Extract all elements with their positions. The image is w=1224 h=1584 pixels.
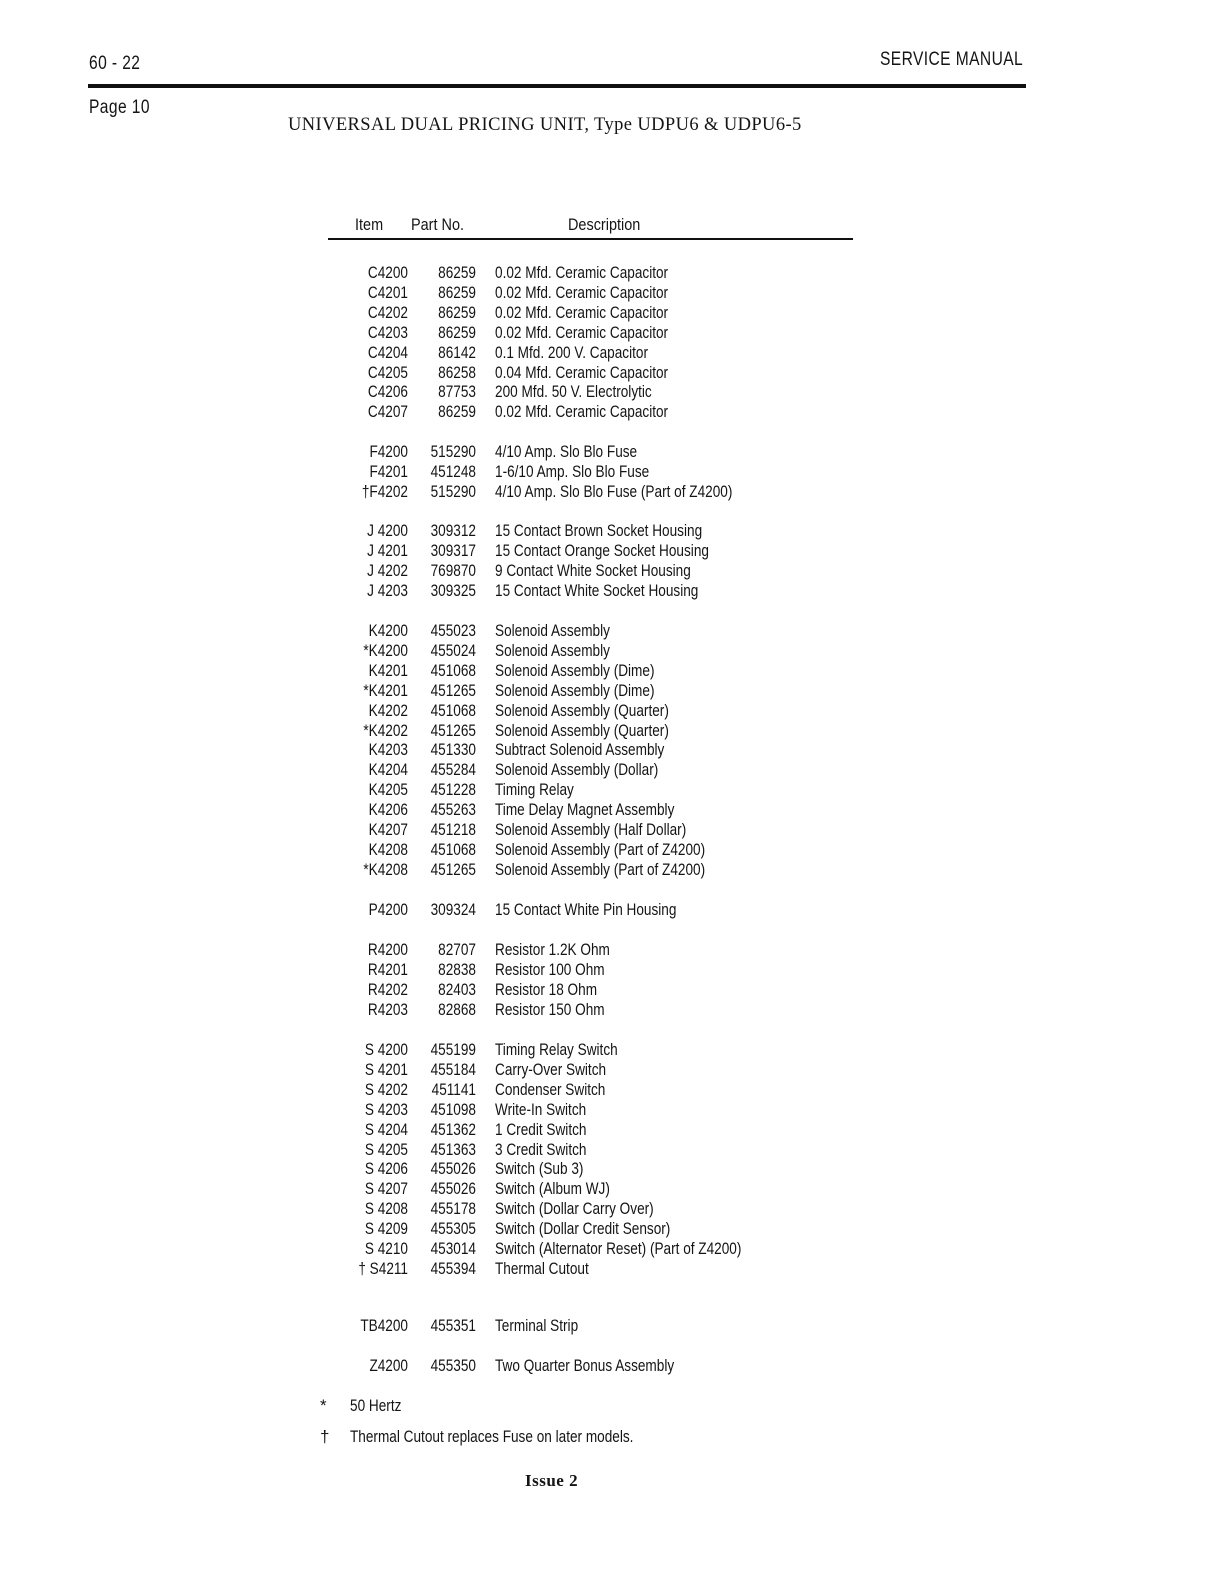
part-number-cell: 451265 [430, 859, 476, 879]
description-cell: 0.1 Mfd. 200 V. Capacitor [495, 342, 648, 362]
table-row [0, 521, 1224, 541]
part-number-cell: 455178 [430, 1199, 476, 1219]
description-cell: Solenoid Assembly (Dime) [495, 660, 655, 680]
part-number-cell: 82868 [438, 999, 476, 1019]
table-row [0, 541, 1224, 561]
item-cell: C4201 [367, 282, 408, 302]
issue-footer: Issue 2 [525, 1471, 579, 1490]
table-row [0, 442, 1224, 462]
table-row [0, 621, 1224, 641]
description-cell: 0.02 Mfd. Ceramic Capacitor [495, 402, 669, 422]
table-row [0, 740, 1224, 760]
table-row [0, 900, 1224, 920]
part-number-cell: 86259 [438, 282, 476, 302]
item-cell: S 4202 [364, 1079, 408, 1099]
description-cell: Resistor 100 Ohm [495, 959, 605, 979]
part-number-cell: 309325 [430, 580, 476, 600]
item-cell: C4207 [367, 402, 408, 422]
table-row [0, 263, 1224, 283]
description-cell: Solenoid Assembly (Part of Z4200) [495, 839, 706, 859]
table-row [0, 1000, 1224, 1020]
description-cell: Solenoid Assembly [495, 621, 610, 640]
part-number-cell: 451068 [430, 700, 476, 720]
item-cell: K4201 [368, 660, 408, 680]
item-cell: J 4203 [367, 580, 408, 600]
column-header-description: Description [568, 215, 641, 234]
part-number-cell: 309312 [430, 521, 476, 540]
footnote-text: 50 Hertz [350, 1396, 402, 1415]
table-row [0, 1199, 1224, 1219]
description-cell: 9 Contact White Socket Housing [495, 560, 691, 580]
part-number-cell: 455199 [430, 1040, 476, 1059]
part-number-cell: 455026 [430, 1179, 476, 1199]
part-number-cell: 86259 [438, 302, 476, 322]
item-cell: S 4204 [364, 1119, 408, 1139]
part-number-cell: 455263 [430, 800, 476, 820]
item-cell: S 4210 [364, 1239, 408, 1258]
item-cell: R4203 [367, 999, 408, 1019]
table-row [0, 1259, 1224, 1279]
part-number-cell: 455284 [430, 760, 476, 780]
description-cell: Solenoid Assembly (Dollar) [495, 760, 659, 780]
part-number-cell: 82838 [438, 959, 476, 979]
part-number-cell: 451068 [430, 660, 476, 680]
item-cell: † S4211 [358, 1258, 408, 1278]
part-number-cell: 82707 [438, 940, 476, 959]
part-number-cell: 515290 [430, 442, 476, 461]
table-row [0, 363, 1224, 383]
description-cell: Write-In Switch [495, 1099, 587, 1119]
part-number-cell: 451265 [430, 720, 476, 740]
part-number-cell: 451228 [430, 780, 476, 800]
item-cell: R4201 [367, 959, 408, 979]
part-number-cell: 451330 [430, 740, 476, 760]
table-row [0, 701, 1224, 721]
table-row [0, 1120, 1224, 1140]
item-cell: K4204 [368, 760, 408, 780]
table-row [0, 1159, 1224, 1179]
part-number-cell: 455024 [430, 640, 476, 660]
item-cell: S 4208 [364, 1199, 408, 1219]
part-number-cell: 455023 [430, 621, 476, 640]
table-row [0, 303, 1224, 323]
part-number-cell: 309317 [430, 540, 476, 560]
description-cell: Time Delay Magnet Assembly [495, 800, 675, 820]
description-cell: 1 Credit Switch [495, 1119, 587, 1139]
item-cell: S 4206 [364, 1159, 408, 1179]
item-cell: C4206 [367, 382, 408, 402]
table-row [0, 661, 1224, 681]
item-cell: †F4202 [361, 481, 408, 501]
part-number-cell: 86258 [438, 362, 476, 382]
item-cell: S 4203 [364, 1099, 408, 1119]
part-number-cell: 309324 [430, 900, 476, 919]
item-cell: P4200 [368, 900, 408, 919]
description-cell: Switch (Dollar Carry Over) [495, 1199, 654, 1219]
table-row [0, 1100, 1224, 1120]
manual-title: SERVICE MANUAL [880, 49, 1024, 70]
item-cell: K4202 [368, 700, 408, 720]
item-cell: C4202 [367, 302, 408, 322]
column-header-part-number: Part No. [411, 215, 465, 234]
item-cell: F4201 [369, 461, 408, 481]
description-cell: Resistor 150 Ohm [495, 999, 605, 1019]
table-row [0, 681, 1224, 701]
item-cell: C4200 [367, 263, 408, 282]
item-cell: J 4201 [367, 540, 408, 560]
part-number-cell: 451068 [430, 839, 476, 859]
part-number-cell: 86259 [438, 402, 476, 422]
part-number-cell: 769870 [430, 560, 476, 580]
table-row [0, 462, 1224, 482]
asterisk-symbol: * [320, 1396, 327, 1415]
item-cell: K4207 [368, 820, 408, 839]
part-number-cell: 453014 [430, 1239, 476, 1258]
item-cell: R4200 [367, 940, 408, 959]
description-cell: 0.02 Mfd. Ceramic Capacitor [495, 282, 669, 302]
part-number-cell: 455351 [430, 1316, 476, 1335]
description-cell: Terminal Strip [495, 1316, 579, 1335]
item-cell: K4200 [368, 621, 408, 640]
item-cell: *K4200 [363, 640, 408, 660]
description-cell: Switch (Sub 3) [495, 1159, 584, 1179]
item-cell: K4205 [368, 780, 408, 800]
item-cell: S 4207 [364, 1179, 408, 1199]
description-cell: Switch (Alternator Reset) (Part of Z4200) [495, 1239, 742, 1258]
part-number-cell: 86259 [438, 263, 476, 282]
description-cell: Solenoid Assembly (Dime) [495, 680, 655, 700]
table-row [0, 1060, 1224, 1080]
part-number-cell: 515290 [430, 481, 476, 501]
description-cell: Carry-Over Switch [495, 1059, 607, 1079]
item-cell: S 4201 [364, 1059, 408, 1079]
part-number-cell: 451141 [431, 1079, 476, 1099]
description-cell: 0.02 Mfd. Ceramic Capacitor [495, 322, 669, 342]
table-row [0, 283, 1224, 303]
document-number: 60 - 22 [89, 53, 141, 74]
item-cell: K4208 [368, 839, 408, 859]
description-cell: Resistor 18 Ohm [495, 979, 598, 999]
part-number-cell: 451265 [430, 680, 476, 700]
table-row [0, 1356, 1224, 1376]
part-number-cell: 82403 [438, 979, 476, 999]
table-row [0, 323, 1224, 343]
table-row [0, 641, 1224, 661]
part-number-cell: 451218 [430, 820, 476, 839]
part-number-cell: 455305 [430, 1219, 476, 1239]
item-cell: *K4208 [363, 859, 408, 879]
part-number-cell: 451248 [430, 461, 476, 481]
table-row [0, 980, 1224, 1000]
description-cell: Timing Relay [495, 780, 574, 800]
table-row [0, 482, 1224, 502]
description-cell: 15 Contact Brown Socket Housing [495, 521, 703, 540]
table-row [0, 581, 1224, 601]
item-cell: J 4202 [367, 560, 408, 580]
item-cell: S 4205 [364, 1139, 408, 1159]
part-number-cell: 455394 [430, 1258, 476, 1278]
page-number: Page 10 [89, 97, 150, 118]
description-cell: 4/10 Amp. Slo Blo Fuse (Part of Z4200) [495, 481, 733, 501]
description-cell: Solenoid Assembly [495, 640, 610, 660]
item-cell: C4204 [367, 342, 408, 362]
table-row [0, 800, 1224, 820]
description-cell: 15 Contact White Socket Housing [495, 580, 699, 600]
table-row [0, 1239, 1224, 1259]
item-cell: S 4200 [364, 1040, 408, 1059]
description-cell: Solenoid Assembly (Half Dollar) [495, 820, 687, 839]
table-row [0, 780, 1224, 800]
description-cell: Thermal Cutout [495, 1258, 589, 1278]
table-row [0, 1316, 1224, 1336]
table-row [0, 1080, 1224, 1100]
description-cell: Condenser Switch [495, 1079, 606, 1099]
description-cell: 1-6/10 Amp. Slo Blo Fuse [495, 461, 650, 481]
part-number-cell: 451098 [430, 1099, 476, 1119]
table-row [0, 1040, 1224, 1060]
column-header-item: Item [355, 215, 384, 234]
description-cell: Subtract Solenoid Assembly [495, 740, 665, 760]
description-cell: Solenoid Assembly (Quarter) [495, 700, 669, 720]
description-cell: Resistor 1.2K Ohm [495, 940, 610, 959]
part-number-cell: 451362 [430, 1119, 476, 1139]
table-row [0, 343, 1224, 363]
item-cell: F4200 [369, 442, 408, 461]
description-cell: Switch (Dollar Credit Sensor) [495, 1219, 671, 1239]
item-cell: *K4201 [363, 680, 408, 700]
table-row [0, 940, 1224, 960]
part-number-cell: 455184 [430, 1059, 476, 1079]
description-cell: 0.04 Mfd. Ceramic Capacitor [495, 362, 669, 382]
table-row [0, 402, 1224, 422]
part-number-cell: 451363 [430, 1139, 476, 1159]
description-cell: Solenoid Assembly (Part of Z4200) [495, 859, 706, 879]
item-cell: J 4200 [367, 521, 408, 540]
item-cell: TB4200 [360, 1316, 408, 1335]
table-row [0, 561, 1224, 581]
part-number-cell: 455350 [430, 1356, 476, 1375]
item-cell: C4203 [367, 322, 408, 342]
table-row [0, 1219, 1224, 1239]
table-row [0, 820, 1224, 840]
part-number-cell: 455026 [430, 1159, 476, 1179]
table-row [0, 1179, 1224, 1199]
description-cell: Switch (Album WJ) [495, 1179, 610, 1199]
description-cell: Solenoid Assembly (Quarter) [495, 720, 669, 740]
item-cell: S 4209 [364, 1219, 408, 1239]
description-cell: Timing Relay Switch [495, 1040, 618, 1059]
description-cell: 15 Contact White Pin Housing [495, 900, 677, 919]
table-row [0, 721, 1224, 741]
item-cell: C4205 [367, 362, 408, 382]
table-row [0, 960, 1224, 980]
description-cell: 15 Contact Orange Socket Housing [495, 540, 709, 560]
item-cell: K4203 [368, 740, 408, 760]
dagger-symbol: † [320, 1427, 330, 1446]
item-cell: R4202 [367, 979, 408, 999]
description-cell: 4/10 Amp. Slo Blo Fuse [495, 442, 638, 461]
table-row [0, 760, 1224, 780]
part-number-cell: 86259 [438, 322, 476, 342]
description-cell: Two Quarter Bonus Assembly [495, 1356, 675, 1375]
description-cell: 3 Credit Switch [495, 1139, 587, 1159]
table-row [0, 860, 1224, 880]
part-number-cell: 86142 [438, 342, 476, 362]
table-row [0, 382, 1224, 402]
item-cell: *K4202 [363, 720, 408, 740]
table-row [0, 1140, 1224, 1160]
footnote-text: Thermal Cutout replaces Fuse on later models. [350, 1427, 634, 1446]
table-row [0, 840, 1224, 860]
description-cell: 200 Mfd. 50 V. Electrolytic [495, 382, 652, 402]
item-cell: K4206 [368, 800, 408, 820]
description-cell: 0.02 Mfd. Ceramic Capacitor [495, 302, 669, 322]
page-title: UNIVERSAL DUAL PRICING UNIT, Type UDPU6 & UDPU6-5 [288, 115, 802, 135]
item-cell: Z4200 [369, 1356, 408, 1375]
description-cell: 0.02 Mfd. Ceramic Capacitor [495, 263, 669, 282]
part-number-cell: 87753 [438, 382, 476, 402]
